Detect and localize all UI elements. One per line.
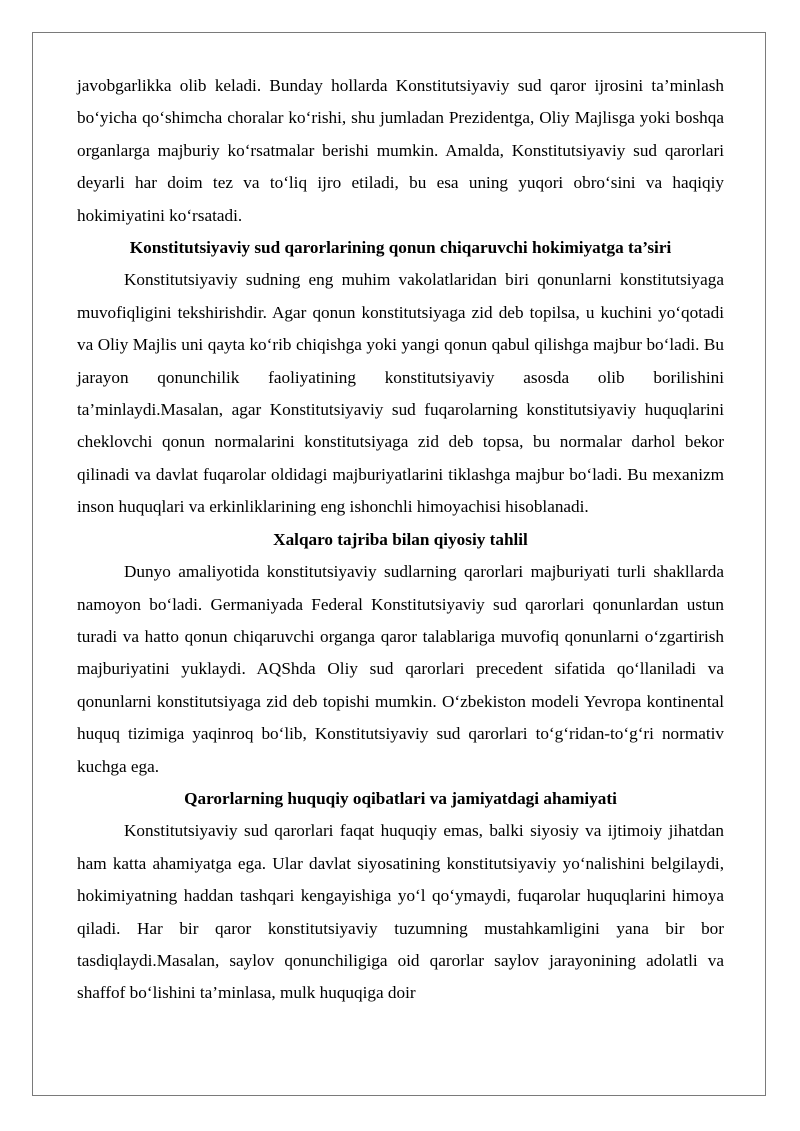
paragraph-legal-consequences: Konstitutsiyaviy sud qarorlari faqat huquqiy emas, balki siyosiy va ijtimoiy jihatdan ham katta ahamiyatga ega. Ular davlat siyosatining konstitutsiyaviy yo‘nalishini belgilaydi, hokimiyatning haddan tashqari kengayishiga yo‘l qo‘ymaydi, fuqarolar huquqlarini himoya qiladi. Har bir qaror konstitutsiyaviy tuzumning mustahkamligini yana bir bor tasdiqlaydi.Masalan, saylov qonunchiligiga oid qarorlar saylov jarayonining adolatli va shaffof bo‘lishini ta’minlasa, mulk huquqiga doir (77, 821, 724, 1003)
document-body (77, 70, 724, 1010)
section-heading-comparative-analysis: Xalqaro tajriba bilan qiyosiy tahlil (273, 529, 528, 549)
section-heading-legislative-impact: Konstitutsiyaviy sud qarorlarining qonun chiqaruvchi hokimiyatga ta’siri (129, 238, 672, 258)
paragraph-comparative-analysis: Dunyo amaliyotida konstitutsiyaviy sudlarning qarorlari majburiyati turli shakllarda namoyon bo‘ladi. Germaniyada Federal Konstitutsiyaviy sud qarorlari qonunlardan ustun turadi va hatto qonun chiqaruvchi organga qaror talablariga muvofiq qonunlarni o‘zgartirish majburiyatini yuklaydi. AQShda Oliy sud qarorlari precedent sifatida qo‘llaniladi va qonunlarni konstitutsiyaga zid deb topishi mumkin. O‘zbekiston modeli Yevropa kontinental huquq tizimiga yaqinroq bo‘lib, Konstitutsiyaviy sud qarorlari to‘g‘ridan-to‘g‘ri normativ kuchga ega. (77, 562, 724, 776)
paragraph-continuation: javobgarlikka olib keladi. Bunday hollarda Konstitutsiyaviy sud qaror ijrosini ta’minlash bo‘yicha qo‘shimcha choralar ko‘rishi, shu jumladan Prezidentga, Oliy Majlisga yoki boshqa organlarga majburiy ko‘rsatmalar berishi mumkin. Amalda, Konstitutsiyaviy sud qarorlari deyarli har doim tez va to‘liq ijro etiladi, bu esa uning yuqori obro‘sini va haqiqiy hokimiyatini ko‘rsatadi. (77, 76, 724, 225)
paragraph-legislative-impact: Konstitutsiyaviy sudning eng muhim vakolatlaridan biri qonunlarni konstitutsiyaga muvofiqligini tekshirishdir. Agar qonun konstitutsiyaga zid deb topilsa, u kuchini yo‘qotadi va Oliy Majlis uni qayta ko‘rib chiqishga yoki yangi qonun qabul qilishga majbur bo‘ladi. Bu jarayon qonunchilik faoliyatining konstitutsiyaviy asosda olib borilishini ta’minlaydi.Masalan, agar Konstitutsiyaviy sud fuqarolarning konstitutsiyaviy huquqlarini cheklovchi qonun normalarini konstitutsiyaga zid deb topsa, bu normalar darhol bekor qilinadi va davlat fuqarolar oldidagi majburiyatlarini tiklashga majbur bo‘ladi. Bu mexanizm inson huquqlari va erkinliklarining eng ishonchli himoyachisi hisoblanadi. (77, 270, 724, 517)
section-heading-legal-consequences: Qarorlarning huquqiy oqibatlari va jamiyatdagi ahamiyati (184, 788, 617, 808)
